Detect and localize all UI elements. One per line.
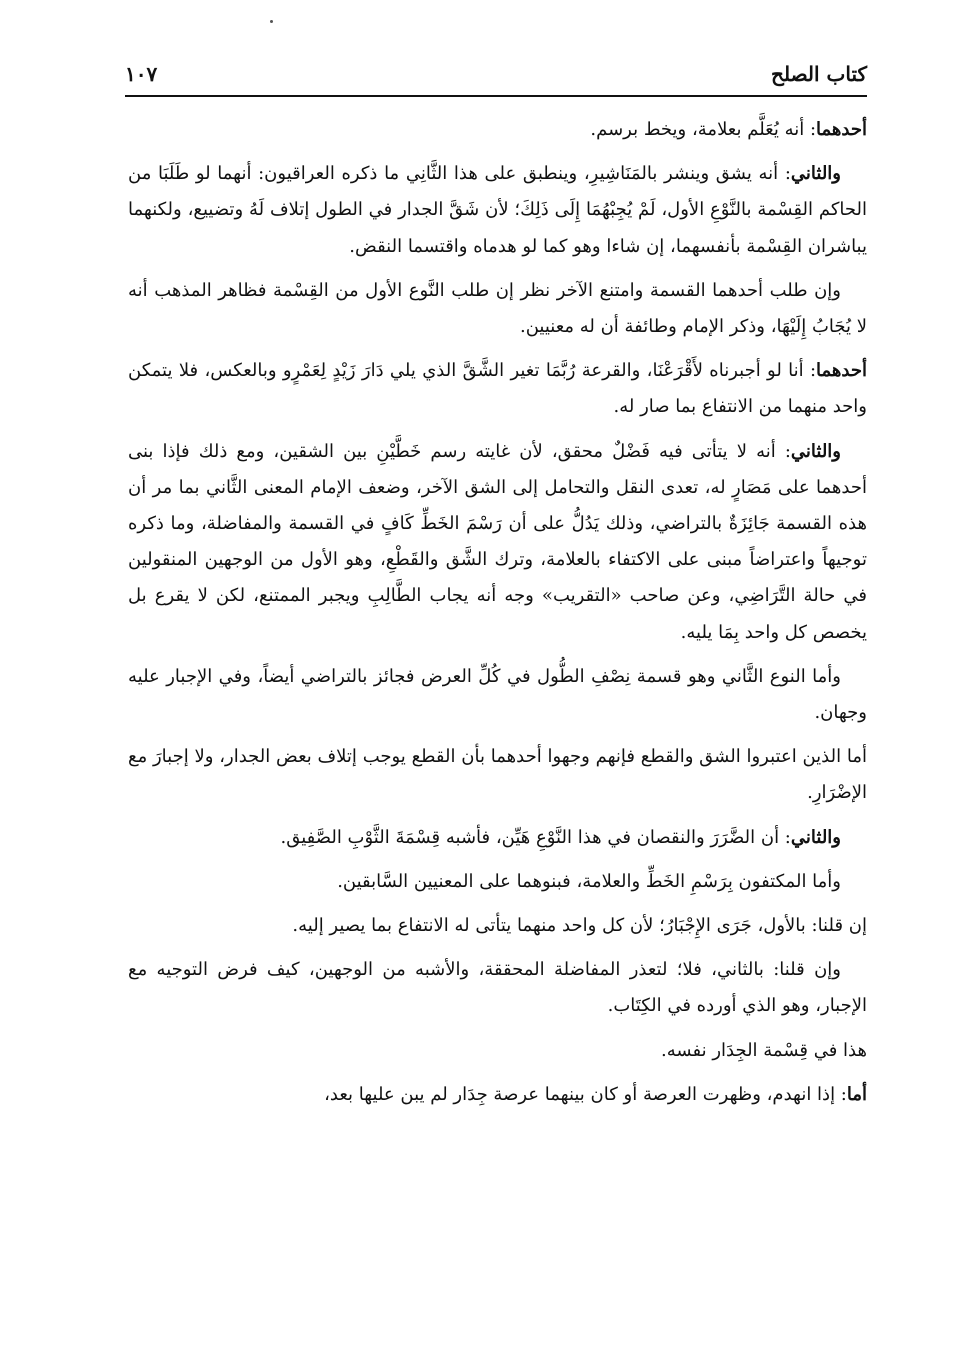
paragraph bbox=[128, 1033, 867, 1069]
paragraph-lead: والثاني bbox=[790, 440, 841, 462]
paragraph bbox=[128, 739, 867, 811]
paragraph bbox=[128, 156, 867, 265]
paragraph bbox=[128, 864, 867, 900]
paragraph-lead: أحدهما bbox=[816, 360, 867, 382]
paragraph-text: : أنه لا يتأتى فيه فَضْلٌ محقق، لأن غايته رسم خَطَّيْنِ بين الشقين، ومع ذلك فإذا بنى أحدهما على مَصَارٍ له، تعدى النقل والتحامل إلى الشق الآخر، وضعف الإمام المعنى الثَّاني بما مر أن هذه القسمة جَائِزَةٌ بالتراضي، وذلك يَدُلُّ على أن رَسْمَ الخَطِّ كَافٍ في القسمة والمفاضلة، وما ذكره توجيهاً واعتراضاً مبنى على الاكتفاء بالعلامة، وترك الشَّق والقَطْعِ، وهو الأول من الوجهين المنقولين في حالة التَّرَاضِي، وعن صاحب «التقريب» وجه أنه يجاب الطَّالِبِ ويجبر الممتنع، لكن لا يقرع بل يخصص كل واحد بِمَا يليه. bbox=[128, 440, 867, 643]
paragraph bbox=[128, 434, 867, 651]
paragraph-text: : أن الضَّرَرَ والنقصان في هذا النَّوْعِ هَيِّن، فأشبه قِسْمَةَ الثَّوْبِ الصَّفِيق. bbox=[280, 826, 791, 848]
paragraph bbox=[128, 273, 867, 345]
paragraph-lead: أما bbox=[846, 1083, 867, 1105]
paragraph bbox=[128, 1077, 867, 1113]
paragraph-lead: والثاني bbox=[790, 826, 841, 848]
running-title: كتاب الصلح bbox=[771, 62, 867, 86]
scan-speck bbox=[270, 20, 273, 23]
paragraph-lead: والثاني bbox=[790, 163, 841, 185]
paragraph-text: : أنه يُعَلَّم بعلامة، ويخط برسم. bbox=[590, 119, 817, 140]
paragraph-text: إن قلنا: بالأول، جَرَى الإِجْبَارُ؛ لأن كل واحد منهما يتأتى له الانتفاع بما يصير إليه. bbox=[292, 915, 867, 937]
running-header bbox=[125, 58, 867, 94]
paragraph bbox=[128, 659, 867, 731]
header-rule bbox=[125, 95, 867, 97]
paragraph bbox=[128, 353, 867, 425]
paragraph-text: : إذا انهدم، وظهرت العرصة أو كان بينهما عرصة جِدَار لم يبن عليها بعد، bbox=[324, 1083, 847, 1105]
paragraph bbox=[128, 908, 867, 944]
body-text bbox=[128, 112, 867, 1121]
paragraph bbox=[128, 952, 867, 1024]
paragraph-text: وإن قلنا: بالثاني، فلا؛ لتعذر المفاضلة المحققة، والأشبه من الوجهين، كيف فرض التوجيه مع الإجبار، وهو الذي أورده في الكِتَاب. bbox=[128, 959, 867, 1017]
paragraph-text: : أنا لو أجبرناه لأَقْرَعْنَا، والقرعة رُبَّمَا تغير الشَّقَّ الذي يلي دَارَ زَيْدٍ لِعَمْرٍو وبالعكس، فلا يتمكن واحد منهما من الانتفاع بما صار له. bbox=[128, 360, 867, 418]
paragraph-text: وأما النوع الثَّاني وهو قسمة نِصْفِ الطُّول في كُلِّ العرض فجائز بالتراضي أيضاً، وفي الإجبار عليه وجهان. bbox=[128, 665, 867, 724]
paragraph-text: وإن طلب أحدهما القسمة وامتنع الآخر نظر إن طلب النَّوع الأول من القِسْمة فظاهر المذهب أنه لا يُجَابُ إِلَيْهَا، وذكر الإمام وطائفة أن له معنيين. bbox=[128, 279, 867, 338]
paragraph-text: وأما المكتفون بِرَسْمِ الخَطِّ والعلامة، فبنوهما على المعنيين السَّابقين. bbox=[337, 870, 841, 892]
paragraph-text: : أنه يشق وينشر بالمَنَاشِيرِ، وينطبق على هذا الثَّانِي ما ذكره العراقيون: أنهما لو طَلَبَا من الحاكم القِسْمة بالنَّوْعِ الأول، لَمْ يُجِبْهُمَا إِلَى ذَلِكَ؛ لأن شَقَّ الجدار في الطول إتلاف لَهُ وتضييع، ولكنهما يباشران القِسْمة بأنفسهما، إن شاءا وهو كما لو هدماه واقتسما النقض. bbox=[128, 163, 867, 257]
page-number: ١٠٧ bbox=[125, 62, 158, 86]
paragraph-text: أما الذين اعتبروا الشق والقطع فإنهم وجهوا أحدهما بأن القطع يوجب إتلاف بعض الجدار، ولا إجبارَ مع الإضْرَارِ. bbox=[128, 746, 867, 804]
paragraph-text: هذا في قِسْمة الجِدَار نفسه. bbox=[661, 1039, 867, 1061]
paragraph-lead: أحدهما bbox=[816, 119, 867, 140]
paragraph bbox=[128, 112, 867, 148]
paragraph bbox=[128, 820, 867, 856]
